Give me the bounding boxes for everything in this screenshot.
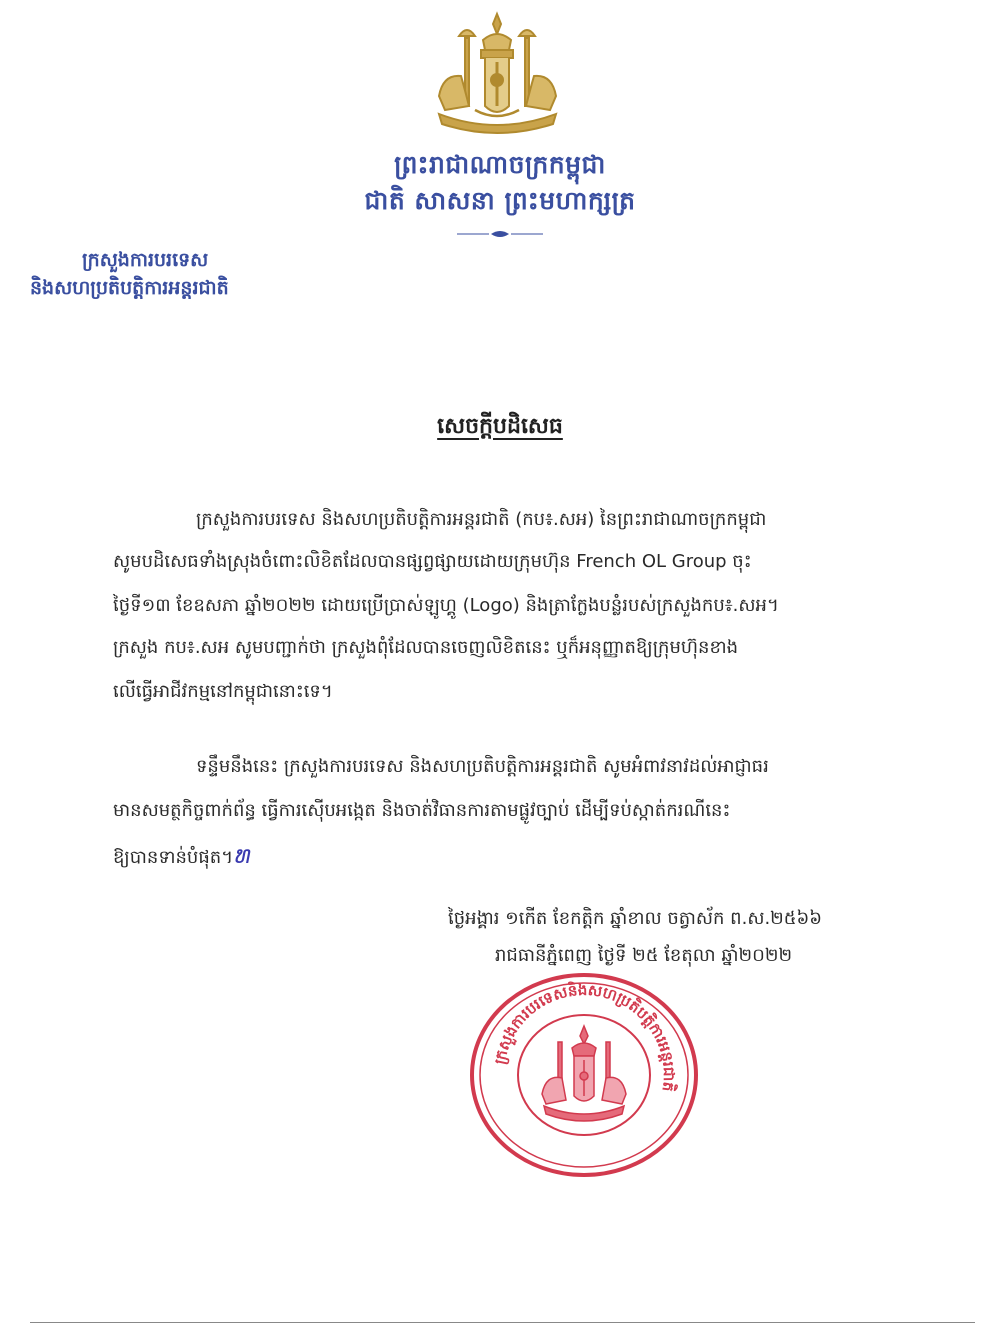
paragraph1-line: លើធ្វើអាជីវកម្មនៅកម្ពុជានោះទេ។	[113, 681, 333, 702]
national-motto: ជាតិ សាសនា ព្រះមហាក្សត្រ	[364, 186, 636, 215]
kingdom-name: ព្រះរាជាណាចក្រកម្ពុជា	[394, 150, 606, 179]
paragraph2-line: ទន្ទឹមនឹងនេះ ក្រសួងការបរទេស និងសហប្រតិបត្តិការអន្តរជាតិ សូមអំពាវនាវដល់អាជ្ញាធរ	[196, 756, 769, 777]
paragraph1-line: សូមបដិសេធទាំងស្រុងចំពោះលិខិតដែលបានផ្សព្វផ្សាយដោយក្រុមហ៊ុន French OL Group ចុះ	[113, 551, 752, 572]
paragraph1-line: ក្រសួងការបរទេស និងសហប្រតិបត្តិការអន្តរជាតិ (កប៖.សអ) នៃព្រះរាជាណាចក្រកម្ពុជា	[196, 509, 767, 530]
paragraph2-line: ឱ្យបានទាន់បំផុត។	[113, 847, 234, 868]
paragraph2-line: មានសមត្ថកិច្ចពាក់ព័ន្ធ ធ្វើការស៊ើបអង្កេត និងចាត់វិធានការតាមផ្លូវច្បាប់ ដើម្បីទប់ស្កាត់ករណីនេះ	[113, 800, 731, 821]
paragraph2-last-line	[113, 843, 251, 870]
ministry-name-line1: ក្រសួងការបរទេស	[82, 249, 209, 271]
divider-ornament-icon	[455, 228, 545, 240]
lunar-date: ថ្ងៃអង្គារ ១កើត ខែកត្តិក ឆ្នាំខាល ចត្វាស័ក ព.ស.២៥៦៦	[448, 908, 823, 929]
ministry-seal-icon	[468, 970, 700, 1180]
footer-divider	[30, 1322, 975, 1323]
paragraph1-line: ថ្ងៃទី១៣ ខែឧសភា ឆ្នាំ២០២២ ដោយប្រើប្រាស់ឡូហ្គូ (Logo) និងត្រាក្លែងបន្លំរបស់ក្រសួងកប៖.សអ។	[113, 595, 779, 616]
seal-text: ក្រសួងការបរទេសនិងសហប្រតិបត្តិការអន្តរជាតិ	[490, 980, 679, 1093]
ministry-name-line2: និងសហប្រតិបត្តិការអន្តរជាតិ	[30, 277, 229, 299]
document-title: សេចក្តីបដិសេធ	[437, 414, 563, 439]
paragraph1-line: ក្រសួង កប៖.សអ សូមបញ្ជាក់ថា ក្រសួងពុំដែលបានចេញលិខិតនេះ ឬក៏អនុញ្ញាតឱ្យក្រុមហ៊ុនខាង	[113, 637, 739, 658]
place-and-solar-date: រាជធានីភ្នំពេញ ថ្ងៃទី ២៥ ខែតុលា ឆ្នាំ២០២២	[495, 945, 793, 966]
royal-arms-emblem-icon	[425, 10, 570, 140]
handwritten-initial: ທ	[235, 841, 251, 869]
